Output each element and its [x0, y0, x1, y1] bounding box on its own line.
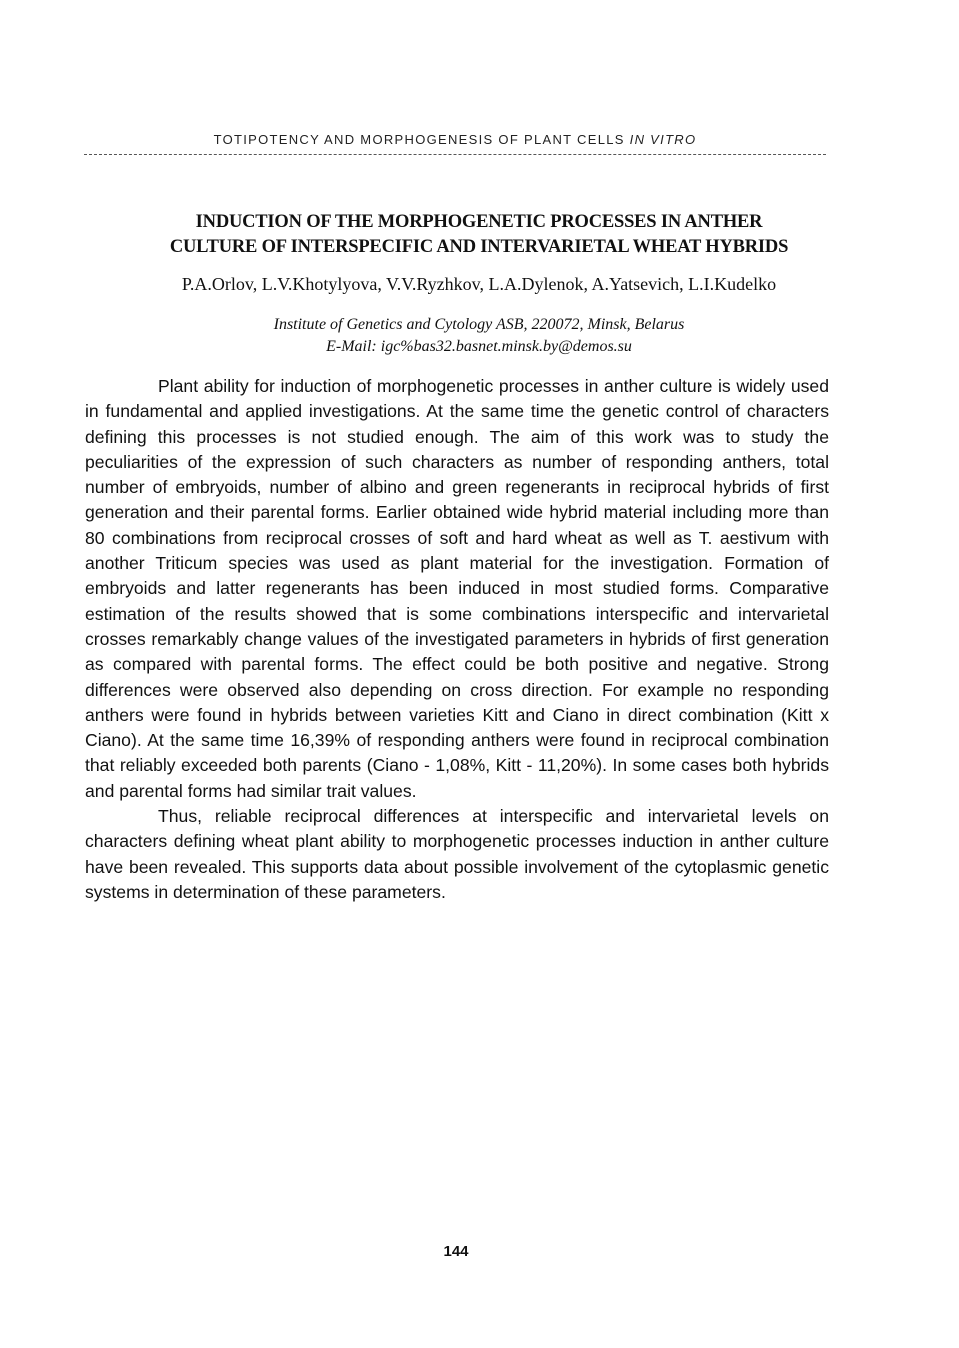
running-header-text: TOTIPOTENCY AND MORPHOGENESIS OF PLANT CELLS	[213, 132, 625, 147]
title-line-1: INDUCTION OF THE MORPHOGENETIC PROCESSES IN ANTHER	[195, 212, 763, 232]
page-number: 144	[443, 1243, 469, 1260]
paragraph-2: Thus, reliable reciprocal differences at interspecific and intervarietal levels on characters defining wheat plant ability to morphogenetic processes induction in anther culture have been revealed. This supports data about possible involvement of the cytoplasmic genetic systems in determination of these parameters.	[85, 806, 829, 902]
paragraph-1: Plant ability for induction of morphogenetic processes in anther culture is widely used in fundamental and applied investigations. At the same time the genetic control of characters defining this processes is not studied enough. The aim of this work was to study the peculiarities of the expression of such characters as number of responding anthers, total number of embryoids, number of albino and green regenerants in reciprocal hybrids of first generation and their parental forms. Earlier obtained wide hybrid material including more than 80 combinations from reciprocal crosses of soft and hard wheat as well as T. aestivum with another Triticum species was used as plant material for the investigation. Formation of embryoids and latter regenerants has been induced in most studied forms. Comparative estimation of the results showed that is some combinations interspecific and intervarietal crosses remarkably change values of the investigated parameters in hybrids of first generation as compared with parental forms. The effect could be both positive and negative. Strong differences were observed also depending on cross direction. For example no responding anthers were found in hybrids between varieties Kitt and Ciano in direct combination (Kitt x Ciano). At the same time 16,39% of responding anthers were found in reciprocal combination that reliably exceeded both parents (Ciano - 1,08%, Kitt - 11,20%). In some cases both hybrids and parental forms had similar trait values.	[85, 376, 829, 801]
running-header	[84, 132, 826, 155]
running-header-italic: IN VITRO	[629, 132, 697, 147]
affiliation	[84, 314, 874, 358]
abstract-body	[85, 374, 829, 905]
title-line-2: CULTURE OF INTERSPECIFIC AND INTERVARIETAL WHEAT HYBRIDS	[169, 237, 789, 257]
paper-title	[84, 210, 874, 260]
email: E-Mail: igc%bas32.basnet.minsk.by@demos.su	[326, 338, 632, 355]
institute: Institute of Genetics and Cytology ASB, 220072, Minsk, Belarus	[273, 316, 685, 333]
author-list: P.A.Orlov, L.V.Khotylyova, V.V.Ryzhkov, L.A.Dylenok, A.Yatsevich, L.I.Kudelko	[181, 274, 777, 294]
